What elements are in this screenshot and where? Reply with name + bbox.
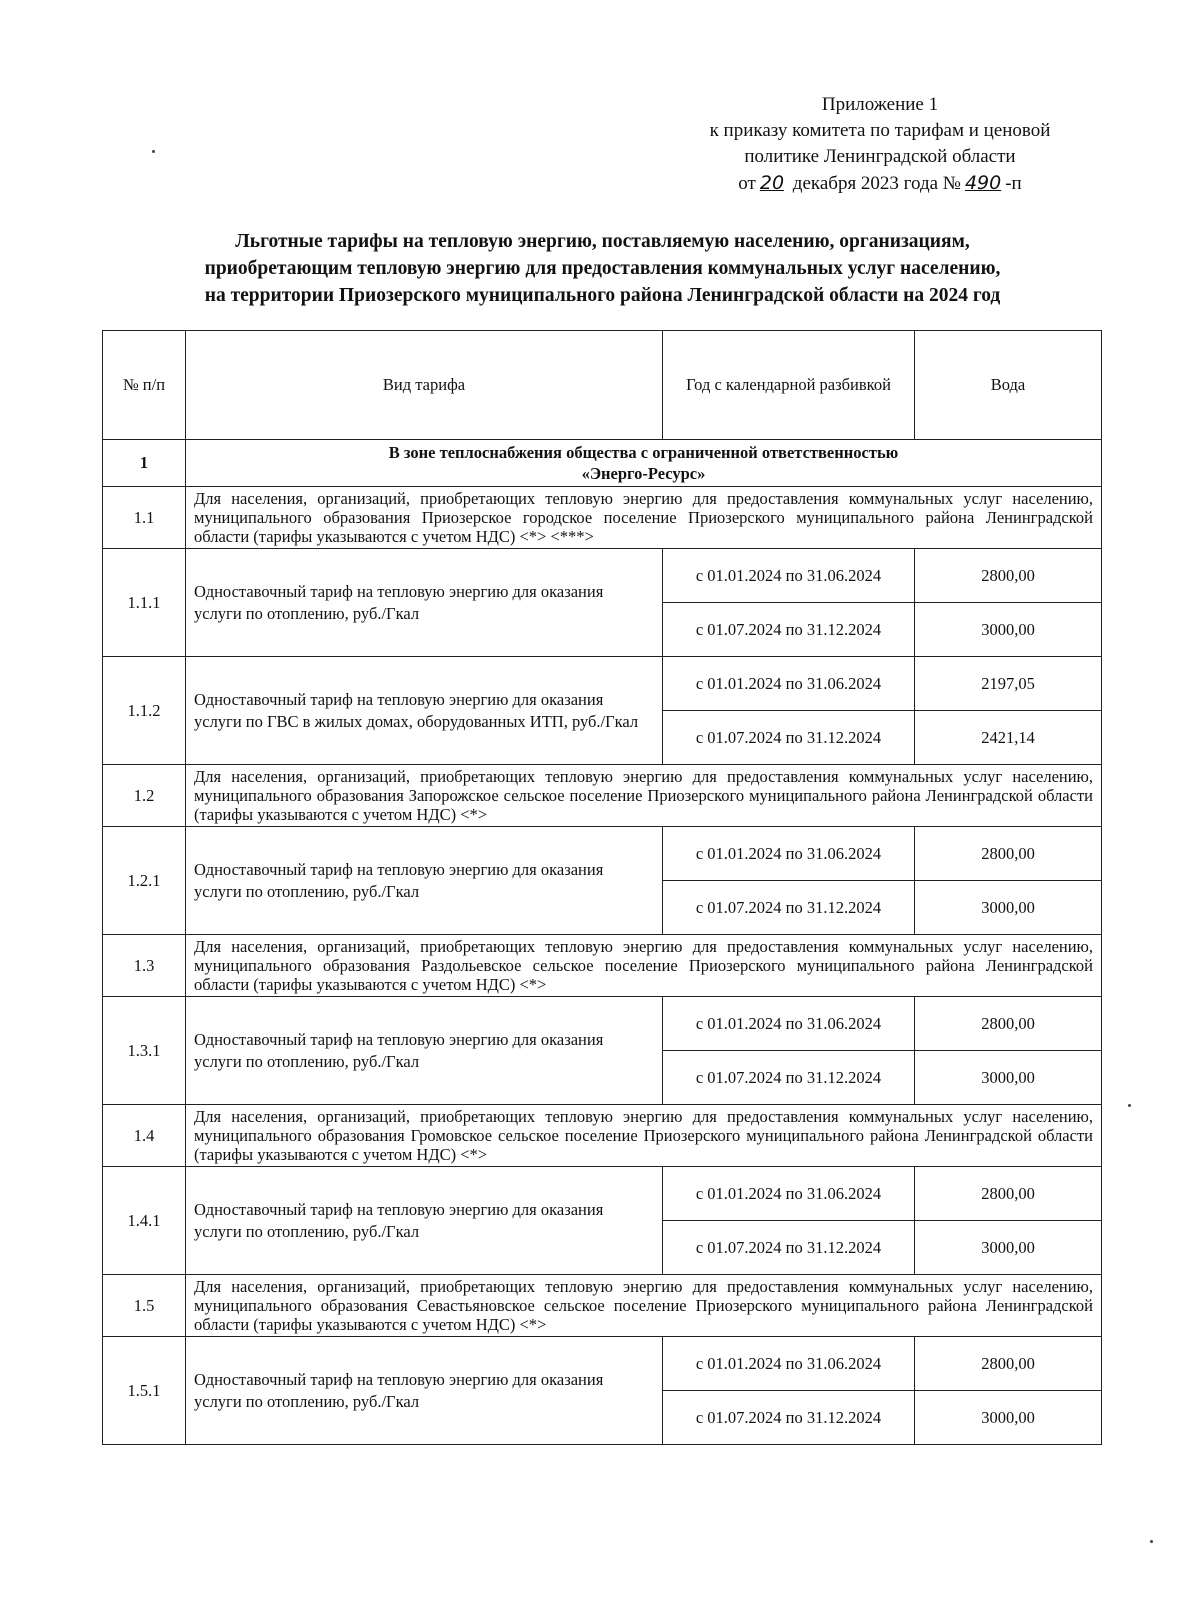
tariff-period: с 01.07.2024 по 31.12.2024 (663, 603, 915, 657)
tariff-num: 1.1.2 (103, 657, 186, 765)
tariff-value: 3000,00 (915, 603, 1102, 657)
appendix-date-line (640, 170, 1120, 197)
tariff-period: с 01.07.2024 по 31.12.2024 (663, 1391, 915, 1445)
tariff-period: с 01.01.2024 по 31.06.2024 (663, 657, 915, 711)
header-num: № п/п (103, 331, 186, 440)
group-num: 1.5 (103, 1275, 186, 1337)
tariff-value: 2800,00 (915, 1167, 1102, 1221)
group-description: Для населения, организаций, приобретающих тепловую энергию для предоставления коммунальных услуг населению, муниципального образования Запорожское сельское поселение Приозерского муниципального района Ленинградской области (тарифы указываются с учетом НДС) <*> (186, 765, 1102, 827)
group-row (103, 487, 1102, 549)
tariff-name: Одноставочный тариф на тепловую энергию для оказания услуги по отоплению, руб./Гкал (186, 827, 663, 935)
appendix-header (640, 92, 1120, 197)
tariff-value: 3000,00 (915, 1221, 1102, 1275)
title-line-3: на территории Приозерского муниципального района Ленинградской области на 2024 год (204, 285, 1001, 306)
tariff-period: с 01.07.2024 по 31.12.2024 (663, 881, 915, 935)
tariff-name: Одноставочный тариф на тепловую энергию для оказания услуги по отоплению, руб./Гкал (186, 1337, 663, 1445)
tariff-period: с 01.07.2024 по 31.12.2024 (663, 1051, 915, 1105)
tariff-num: 1.4.1 (103, 1167, 186, 1275)
tariff-num: 1.3.1 (103, 997, 186, 1105)
order-suffix: -п (1005, 173, 1022, 194)
tariff-value: 2421,14 (915, 711, 1102, 765)
tariff-period: с 01.01.2024 по 31.06.2024 (663, 1337, 915, 1391)
date-prefix: от (738, 173, 756, 194)
group-row (103, 765, 1102, 827)
group-num: 1.2 (103, 765, 186, 827)
tariff-value: 2197,05 (915, 657, 1102, 711)
header-type: Вид тарифа (186, 331, 663, 440)
section-name-line-1: В зоне теплоснабжения общества с ограниченной ответственностью (388, 443, 899, 462)
tariff-num: 1.2.1 (103, 827, 186, 935)
group-description: Для населения, организаций, приобретающих тепловую энергию для предоставления коммунальных услуг населению, муниципального образования Севастьяновское сельское поселение Приозерского муниципального района Ленинградской области (тарифы указываются с учетом НДС) <*> (186, 1275, 1102, 1337)
tariff-row (103, 1337, 1102, 1391)
table-body (103, 440, 1102, 1445)
header-period: Год с календарной разбивкой (663, 331, 915, 440)
tariff-value: 3000,00 (915, 1051, 1102, 1105)
tariff-row (103, 657, 1102, 711)
document-title (100, 228, 1105, 309)
tariff-num: 1.5.1 (103, 1337, 186, 1445)
handwritten-day: 20 (759, 172, 785, 194)
group-description: Для населения, организаций, приобретающих тепловую энергию для предоставления коммунальных услуг населению, муниципального образования Громовское сельское поселение Приозерского муниципального района Ленинградской области (тарифы указываются с учетом НДС) <*> (186, 1105, 1102, 1167)
tariff-period: с 01.01.2024 по 31.06.2024 (663, 1167, 915, 1221)
appendix-line-3: политике Ленинградской области (744, 146, 1016, 167)
tariff-period: с 01.07.2024 по 31.12.2024 (663, 711, 915, 765)
tariff-num: 1.1.1 (103, 549, 186, 657)
group-row (103, 935, 1102, 997)
tariff-period: с 01.01.2024 по 31.06.2024 (663, 997, 915, 1051)
tariff-table (102, 330, 1102, 1445)
tariff-value: 2800,00 (915, 997, 1102, 1051)
group-row (103, 1275, 1102, 1337)
tariff-value: 2800,00 (915, 1337, 1102, 1391)
scan-speck (152, 150, 155, 153)
section-num: 1 (103, 440, 186, 487)
handwritten-order-number: 490 (964, 172, 1002, 194)
header-water: Вода (915, 331, 1102, 440)
group-num: 1.3 (103, 935, 186, 997)
tariff-value: 3000,00 (915, 1391, 1102, 1445)
tariff-row (103, 827, 1102, 881)
tariff-row (103, 549, 1102, 603)
group-row (103, 1105, 1102, 1167)
tariff-period: с 01.01.2024 по 31.06.2024 (663, 827, 915, 881)
tariff-name: Одноставочный тариф на тепловую энергию для оказания услуги по отоплению, руб./Гкал (186, 1167, 663, 1275)
tariff-period: с 01.07.2024 по 31.12.2024 (663, 1221, 915, 1275)
tariff-row (103, 1167, 1102, 1221)
tariff-name: Одноставочный тариф на тепловую энергию для оказания услуги по отоплению, руб./Гкал (186, 549, 663, 657)
appendix-line-2: к приказу комитета по тарифам и ценовой (709, 120, 1051, 141)
section-name (186, 440, 1102, 487)
group-num: 1.4 (103, 1105, 186, 1167)
group-num: 1.1 (103, 487, 186, 549)
table-header-row (103, 331, 1102, 440)
title-line-2: приобретающим тепловую энергию для предоставления коммунальных услуг населению, (204, 258, 1001, 279)
title-line-1: Льготные тарифы на тепловую энергию, поставляемую населению, организациям, (235, 231, 970, 252)
appendix-line-1: Приложение 1 (821, 94, 939, 115)
group-description: Для населения, организаций, приобретающих тепловую энергию для предоставления коммунальных услуг населению, муниципального образования Раздольевское сельское поселение Приозерского муниципального района Ленинградской области (тарифы указываются с учетом НДС) <*> (186, 935, 1102, 997)
group-description: Для населения, организаций, приобретающих тепловую энергию для предоставления коммунальных услуг населению, муниципального образования Приозерское городское поселение Приозерского муниципального района Ленинградской области (тарифы указываются с учетом НДС) <*> <***> (186, 487, 1102, 549)
tariff-value: 2800,00 (915, 827, 1102, 881)
tariff-name: Одноставочный тариф на тепловую энергию для оказания услуги по отоплению, руб./Гкал (186, 997, 663, 1105)
scan-speck (1150, 1540, 1153, 1543)
tariff-row (103, 997, 1102, 1051)
section-name-line-2: «Энерго-Ресурс» (581, 464, 706, 483)
tariff-value: 3000,00 (915, 881, 1102, 935)
tariff-value: 2800,00 (915, 549, 1102, 603)
scan-speck (1128, 1104, 1131, 1107)
date-middle: декабря 2023 года № (792, 173, 961, 194)
tariff-period: с 01.01.2024 по 31.06.2024 (663, 549, 915, 603)
section-row (103, 440, 1102, 487)
tariff-name: Одноставочный тариф на тепловую энергию для оказания услуги по ГВС в жилых домах, оборудованных ИТП, руб./Гкал (186, 657, 663, 765)
